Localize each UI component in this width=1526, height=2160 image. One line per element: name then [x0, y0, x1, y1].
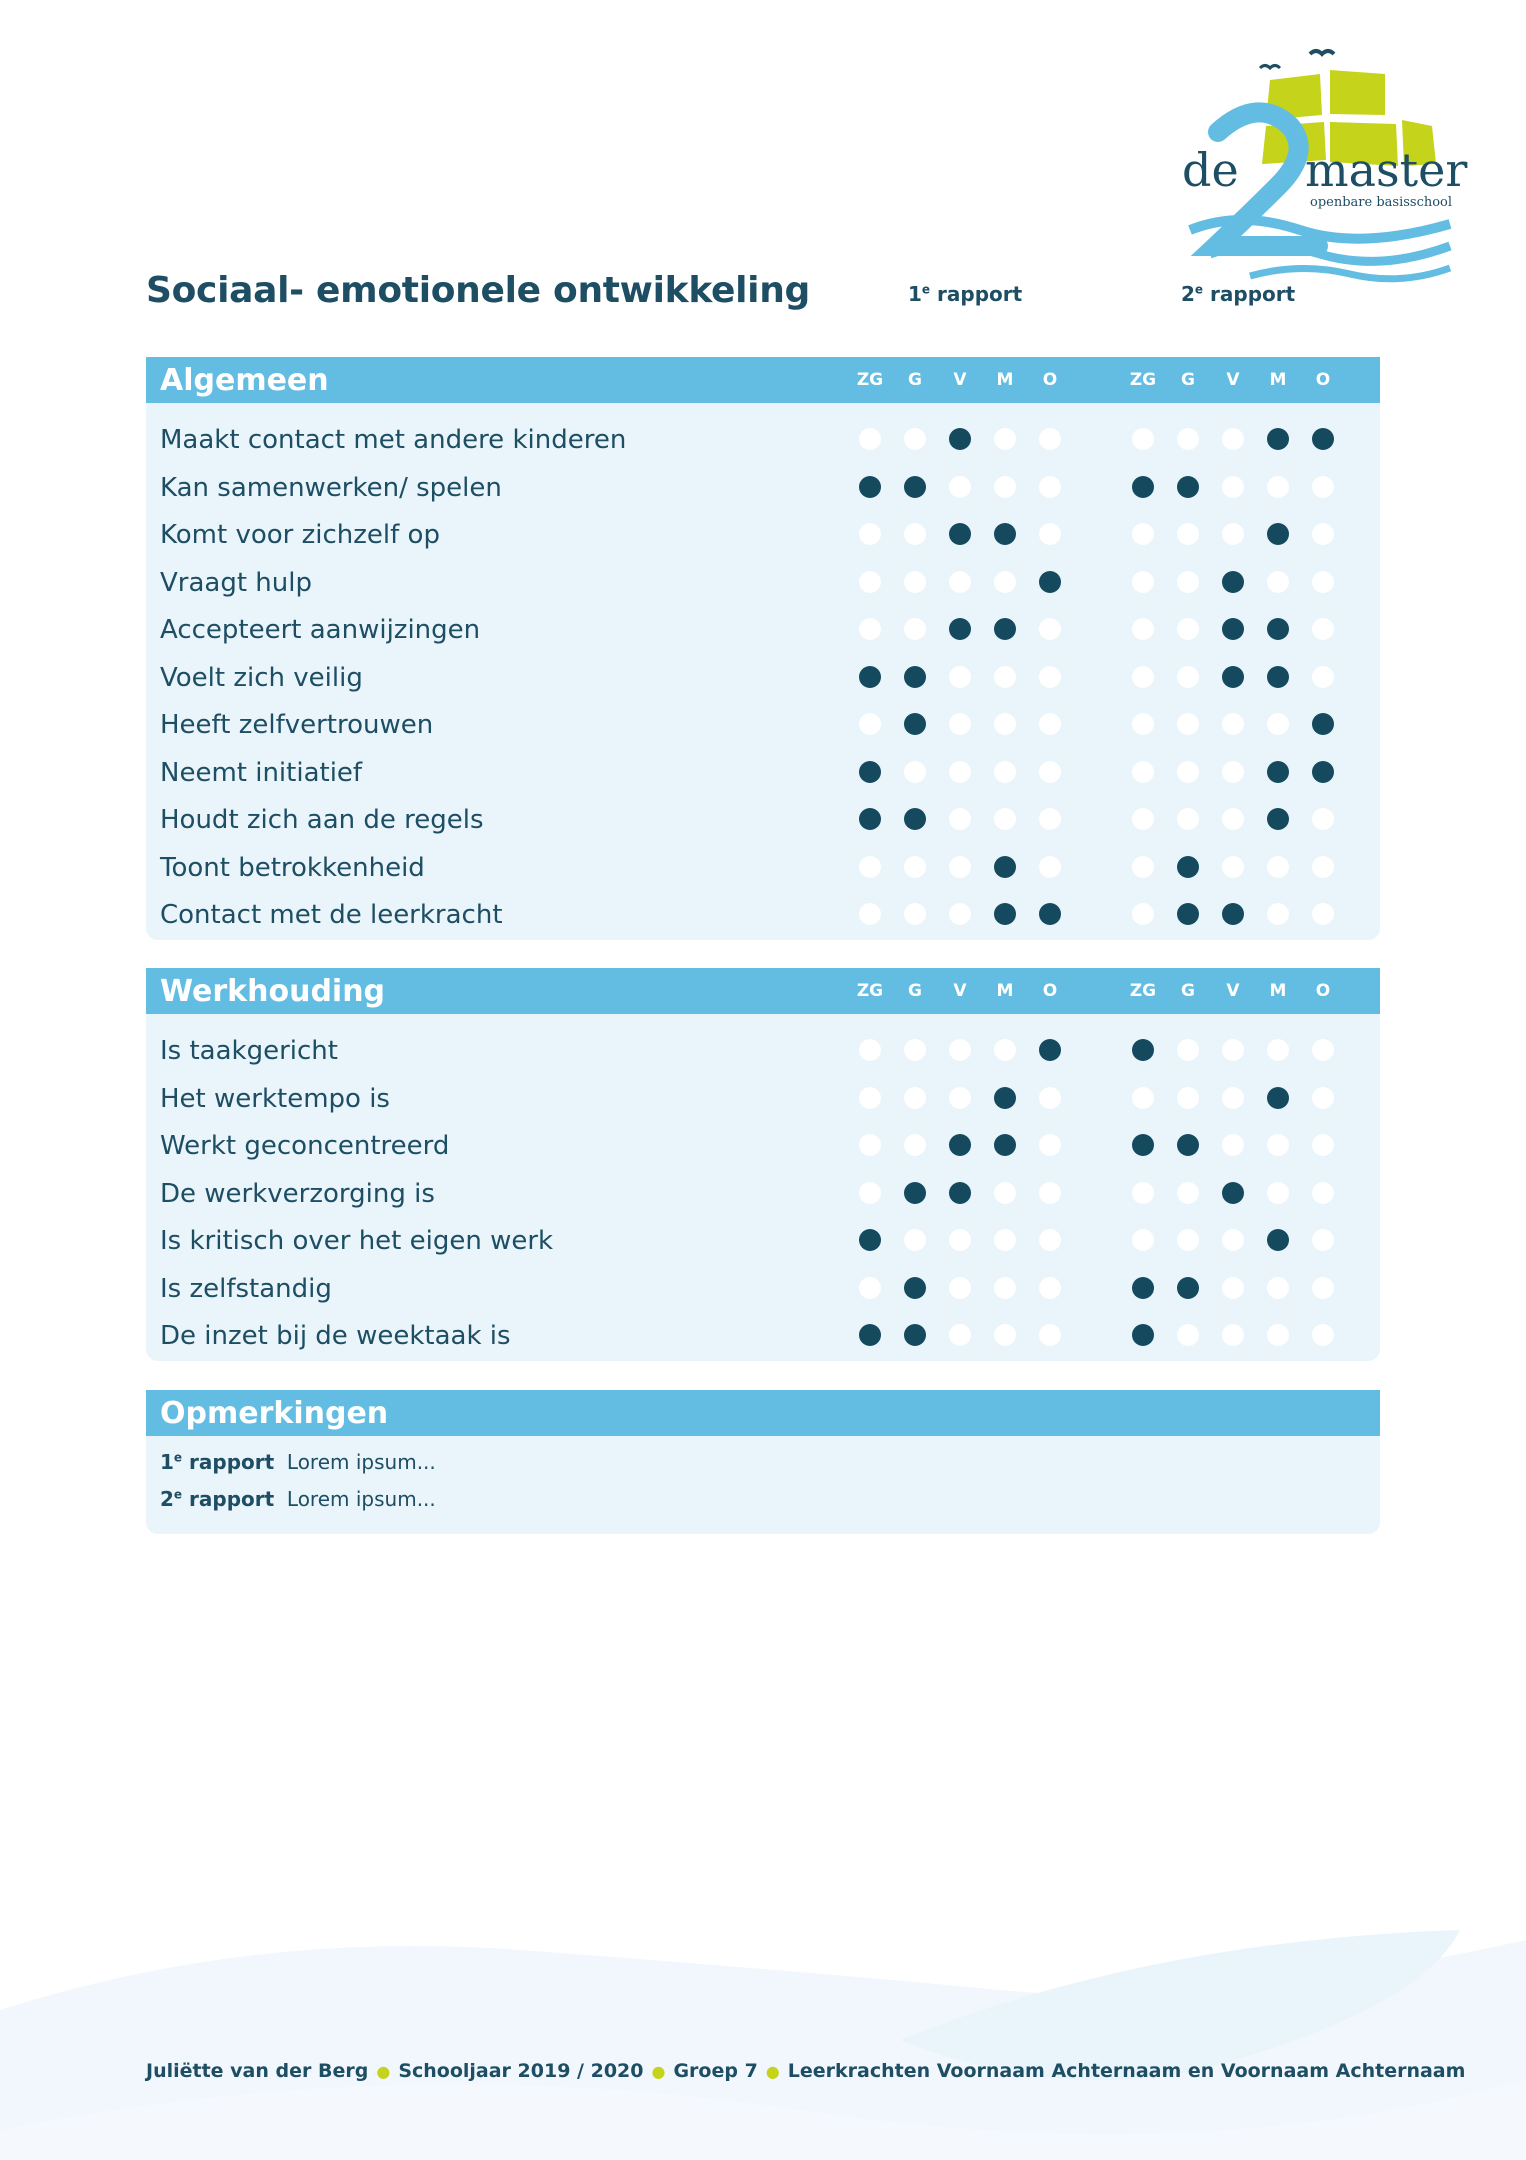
rating-dot-r2-zg — [1132, 1134, 1154, 1156]
rating-dot-r1-v — [949, 903, 971, 925]
rating-row — [146, 1121, 1380, 1169]
rating-dot-r1-o — [1039, 1324, 1061, 1346]
row-label: Accepteert aanwijzingen — [160, 615, 481, 645]
rating-dot-r2-m — [1267, 713, 1289, 735]
rating-dot-r1-v — [949, 618, 971, 640]
rating-dot-r1-m — [994, 571, 1016, 593]
rating-dot-r2-v — [1222, 618, 1244, 640]
rating-dot-r2-v — [1222, 713, 1244, 735]
row-label: Is zelfstandig — [160, 1273, 332, 1304]
rating-dot-r2-o — [1312, 571, 1334, 593]
rating-row — [146, 415, 1380, 463]
rating-dot-r1-m — [994, 1277, 1016, 1299]
rating-dot-r1-zg — [859, 523, 881, 545]
rating-dot-r2-g — [1177, 903, 1199, 925]
column-header-zg-r2: ZG — [1129, 370, 1157, 390]
rating-dot-r1-o — [1039, 571, 1061, 593]
rating-dot-r2-m — [1267, 1229, 1289, 1251]
rating-dot-r2-g — [1177, 476, 1199, 498]
section-title: Werkhouding — [160, 974, 386, 1009]
rating-row — [146, 558, 1380, 606]
rating-dot-r2-o — [1312, 903, 1334, 925]
rating-dot-r1-g — [904, 571, 926, 593]
rating-dot-r1-o — [1039, 1134, 1061, 1156]
column-header-v-r2: V — [1226, 370, 1240, 390]
column-header-m-r1: M — [996, 370, 1014, 390]
rating-dot-r2-g — [1177, 856, 1199, 878]
column-header-o-r2: O — [1315, 981, 1331, 1001]
rating-dot-r1-o — [1039, 523, 1061, 545]
rating-dot-r2-zg — [1132, 856, 1154, 878]
rating-row — [146, 1216, 1380, 1264]
rating-dot-r1-g — [904, 1229, 926, 1251]
logo-graphic — [1170, 40, 1470, 290]
rating-dot-r1-zg — [859, 1277, 881, 1299]
rating-dot-r2-g — [1177, 1134, 1199, 1156]
rating-dot-r2-g — [1177, 428, 1199, 450]
rating-dot-r1-g — [904, 1134, 926, 1156]
rating-dot-r2-g — [1177, 1229, 1199, 1251]
rating-dot-r2-m — [1267, 1182, 1289, 1204]
section-header — [146, 968, 1380, 1014]
rating-dot-r1-m — [994, 1039, 1016, 1061]
rating-dot-r1-o — [1039, 1229, 1061, 1251]
section-title: Opmerkingen — [160, 1396, 389, 1431]
footer-student: Juliëtte van der Berg — [146, 2060, 369, 2082]
rating-row — [146, 1026, 1380, 1074]
rating-dot-r1-m — [994, 856, 1016, 878]
column-header-m-r1: M — [996, 981, 1014, 1001]
rating-dot-r2-zg — [1132, 476, 1154, 498]
rating-dot-r1-o — [1039, 713, 1061, 735]
rating-dot-r1-zg — [859, 1324, 881, 1346]
rating-dot-r1-m — [994, 1182, 1016, 1204]
rapport1-label: 1e rapport — [908, 282, 1023, 306]
rating-dot-r1-m — [994, 761, 1016, 783]
footer-schooljaar: Schooljaar 2019 / 2020 — [398, 2060, 644, 2082]
row-label: Is kritisch over het eigen werk — [160, 1226, 554, 1256]
rating-dot-r2-v — [1222, 666, 1244, 688]
rating-dot-r1-v — [949, 476, 971, 498]
rating-dot-r2-g — [1177, 1087, 1199, 1109]
rating-dot-r2-zg — [1132, 666, 1154, 688]
rating-row — [146, 1311, 1380, 1359]
rating-dot-r2-v — [1222, 903, 1244, 925]
rating-dot-r1-zg — [859, 1039, 881, 1061]
rating-dot-r2-v — [1222, 856, 1244, 878]
rating-row — [146, 890, 1380, 938]
rating-dot-r2-zg — [1132, 1229, 1154, 1251]
column-header-v-r2: V — [1226, 981, 1240, 1001]
rating-dot-r2-g — [1177, 523, 1199, 545]
row-label: Voelt zich veilig — [160, 662, 363, 693]
rating-dot-r2-m — [1267, 618, 1289, 640]
rating-dot-r1-zg — [859, 666, 881, 688]
rating-dot-r2-o — [1312, 618, 1334, 640]
rating-dot-r1-m — [994, 618, 1016, 640]
rating-dot-r2-g — [1177, 571, 1199, 593]
rating-dot-r2-m — [1267, 808, 1289, 830]
opmerking-rapport2: 2e rapport Lorem ipsum... — [160, 1487, 436, 1511]
rating-dot-r1-zg — [859, 713, 881, 735]
rating-dot-r2-g — [1177, 618, 1199, 640]
rating-dot-r1-g — [904, 856, 926, 878]
row-label: Neemt initiatief — [160, 757, 363, 788]
rating-dot-r2-zg — [1132, 1324, 1154, 1346]
rating-dot-r1-zg — [859, 903, 881, 925]
rating-dot-r1-m — [994, 1134, 1016, 1156]
section-title: Algemeen — [160, 363, 329, 398]
rating-dot-r1-g — [904, 618, 926, 640]
rating-dot-r1-v — [949, 808, 971, 830]
rating-dot-r2-o — [1312, 1039, 1334, 1061]
rating-dot-r2-g — [1177, 1182, 1199, 1204]
rating-dot-r1-zg — [859, 476, 881, 498]
rating-row — [146, 748, 1380, 796]
rating-row — [146, 795, 1380, 843]
rating-dot-r1-v — [949, 1134, 971, 1156]
rating-dot-r1-o — [1039, 761, 1061, 783]
rating-row — [146, 700, 1380, 748]
rating-dot-r1-o — [1039, 808, 1061, 830]
rating-dot-r2-o — [1312, 1277, 1334, 1299]
rating-dot-r1-m — [994, 666, 1016, 688]
rating-dot-r1-zg — [859, 856, 881, 878]
rating-dot-r1-g — [904, 1277, 926, 1299]
opmerking-rapport1: 1e rapport Lorem ipsum... — [160, 1450, 436, 1474]
section-algemeen — [146, 357, 1380, 940]
rating-dot-r2-m — [1267, 856, 1289, 878]
rating-row — [146, 1264, 1380, 1312]
rating-dot-r2-m — [1267, 1277, 1289, 1299]
rating-dot-r2-zg — [1132, 903, 1154, 925]
row-label: Is taakgericht — [160, 1036, 338, 1066]
rating-row — [146, 1074, 1380, 1122]
column-header-m-r2: M — [1269, 370, 1287, 390]
rating-dot-r1-o — [1039, 1039, 1061, 1061]
page-footer: Juliëtte van der Berg ● Schooljaar 2019 / 2020 ● Groep 7 ● Leerkrachten Voornaam Achternaam en Voornaam Achternaam — [146, 2060, 1466, 2082]
svg-text:master: master — [1305, 143, 1468, 197]
rating-dot-r2-o — [1312, 856, 1334, 878]
rating-dot-r2-o — [1312, 713, 1334, 735]
rating-dot-r2-v — [1222, 571, 1244, 593]
rating-dot-r1-m — [994, 713, 1016, 735]
column-header-v-r1: V — [953, 370, 967, 390]
rating-dot-r2-o — [1312, 1087, 1334, 1109]
row-label: Houdt zich aan de regels — [160, 805, 484, 835]
rating-dot-r2-o — [1312, 1324, 1334, 1346]
rating-dot-r2-o — [1312, 476, 1334, 498]
section-header — [146, 357, 1380, 403]
rating-dot-r1-g — [904, 808, 926, 830]
column-header-o-r1: O — [1042, 370, 1058, 390]
rating-dot-r2-o — [1312, 1229, 1334, 1251]
section-werkhouding — [146, 968, 1380, 1361]
rating-dot-r1-o — [1039, 618, 1061, 640]
rating-dot-r1-zg — [859, 808, 881, 830]
rating-dot-r2-v — [1222, 808, 1244, 830]
rating-dot-r1-o — [1039, 1277, 1061, 1299]
rating-dot-r1-g — [904, 903, 926, 925]
rating-dot-r2-o — [1312, 523, 1334, 545]
section-header — [146, 1390, 1380, 1436]
rating-dot-r2-zg — [1132, 1039, 1154, 1061]
row-label: Maakt contact met andere kinderen — [160, 425, 627, 455]
rating-dot-r1-g — [904, 1182, 926, 1204]
rating-dot-r2-zg — [1132, 808, 1154, 830]
rating-dot-r1-g — [904, 523, 926, 545]
rating-dot-r2-zg — [1132, 428, 1154, 450]
rating-dot-r1-v — [949, 856, 971, 878]
rating-dot-r2-v — [1222, 1087, 1244, 1109]
rating-dot-r2-zg — [1132, 1277, 1154, 1299]
rating-row — [146, 843, 1380, 891]
rating-dot-r1-o — [1039, 903, 1061, 925]
row-label: De inzet bij de weektaak is — [160, 1321, 511, 1351]
column-header-g-r1: G — [908, 981, 922, 1001]
rating-dot-r2-m — [1267, 476, 1289, 498]
rating-dot-r2-m — [1267, 903, 1289, 925]
rating-dot-r1-zg — [859, 571, 881, 593]
rating-dot-r1-zg — [859, 618, 881, 640]
rating-dot-r1-g — [904, 428, 926, 450]
rating-dot-r1-zg — [859, 1087, 881, 1109]
rating-dot-r2-g — [1177, 666, 1199, 688]
rating-dot-r1-v — [949, 523, 971, 545]
rating-dot-r2-o — [1312, 1182, 1334, 1204]
row-label: Heeft zelfvertrouwen — [160, 710, 434, 740]
rating-dot-r1-o — [1039, 428, 1061, 450]
rating-dot-r1-v — [949, 761, 971, 783]
rating-dot-r2-v — [1222, 1134, 1244, 1156]
column-header-m-r2: M — [1269, 981, 1287, 1001]
rating-dot-r1-v — [949, 428, 971, 450]
rating-dot-r1-v — [949, 1277, 971, 1299]
column-header-o-r2: O — [1315, 370, 1331, 390]
rating-dot-r1-o — [1039, 1182, 1061, 1204]
column-header-g-r2: G — [1181, 981, 1195, 1001]
rating-dot-r2-v — [1222, 476, 1244, 498]
rating-dot-r2-m — [1267, 666, 1289, 688]
rating-dot-r1-g — [904, 761, 926, 783]
rating-dot-r2-g — [1177, 761, 1199, 783]
rating-dot-r1-v — [949, 713, 971, 735]
rating-dot-r1-m — [994, 1087, 1016, 1109]
rating-dot-r2-g — [1177, 1039, 1199, 1061]
rating-dot-r1-m — [994, 523, 1016, 545]
rating-dot-r1-m — [994, 476, 1016, 498]
rating-dot-r2-v — [1222, 428, 1244, 450]
rating-dot-r1-g — [904, 1039, 926, 1061]
column-header-g-r2: G — [1181, 370, 1195, 390]
rating-dot-r2-o — [1312, 428, 1334, 450]
rating-dot-r2-g — [1177, 713, 1199, 735]
rating-row — [146, 605, 1380, 653]
rating-dot-r2-g — [1177, 808, 1199, 830]
rating-dot-r2-m — [1267, 428, 1289, 450]
rating-dot-r2-v — [1222, 523, 1244, 545]
rating-dot-r1-v — [949, 1324, 971, 1346]
svg-text:openbare basisschool: openbare basisschool — [1310, 195, 1453, 210]
svg-text:de: de — [1182, 143, 1239, 197]
rating-row — [146, 653, 1380, 701]
rating-dot-r1-v — [949, 571, 971, 593]
rating-dot-r2-g — [1177, 1324, 1199, 1346]
rating-dot-r1-g — [904, 713, 926, 735]
section-opmerkingen — [146, 1390, 1380, 1534]
rating-dot-r2-zg — [1132, 523, 1154, 545]
rating-dot-r1-o — [1039, 666, 1061, 688]
rating-rows — [146, 403, 1380, 938]
rating-dot-r1-zg — [859, 428, 881, 450]
rating-dot-r1-v — [949, 1087, 971, 1109]
rating-dot-r2-o — [1312, 1134, 1334, 1156]
rating-dot-r1-m — [994, 1229, 1016, 1251]
rating-dot-r1-m — [994, 808, 1016, 830]
rating-dot-r2-v — [1222, 761, 1244, 783]
rating-dot-r2-o — [1312, 666, 1334, 688]
row-label: Vraagt hulp — [160, 567, 312, 598]
footer-groep: Groep 7 — [673, 2060, 758, 2082]
rating-dot-r2-m — [1267, 1087, 1289, 1109]
rating-dot-r2-zg — [1132, 1087, 1154, 1109]
rating-dot-r2-v — [1222, 1277, 1244, 1299]
rating-dot-r2-g — [1177, 1277, 1199, 1299]
rating-dot-r1-zg — [859, 1182, 881, 1204]
rating-dot-r2-m — [1267, 523, 1289, 545]
rating-dot-r2-zg — [1132, 571, 1154, 593]
rating-dot-r1-m — [994, 1324, 1016, 1346]
row-label: De werkverzorging is — [160, 1178, 435, 1209]
rating-dot-r2-v — [1222, 1182, 1244, 1204]
rating-dot-r2-zg — [1132, 618, 1154, 640]
rating-dot-r2-m — [1267, 1039, 1289, 1061]
rating-dot-r1-o — [1039, 856, 1061, 878]
rating-rows — [146, 1014, 1380, 1359]
rating-dot-r2-zg — [1132, 1182, 1154, 1204]
rating-dot-r1-v — [949, 1039, 971, 1061]
rating-dot-r2-zg — [1132, 761, 1154, 783]
column-header-v-r1: V — [953, 981, 967, 1001]
column-header-zg-r2: ZG — [1129, 981, 1157, 1001]
rating-dot-r2-o — [1312, 761, 1334, 783]
footer-leerkrachten: Leerkrachten Voornaam Achternaam en Voornaam Achternaam — [787, 2060, 1466, 2082]
rating-dot-r2-zg — [1132, 713, 1154, 735]
rating-dot-r2-v — [1222, 1324, 1244, 1346]
rating-dot-r1-zg — [859, 1229, 881, 1251]
rating-row — [146, 463, 1380, 511]
rating-dot-r1-v — [949, 1229, 971, 1251]
column-header-zg-r1: ZG — [856, 370, 884, 390]
rating-dot-r1-o — [1039, 1087, 1061, 1109]
column-header-g-r1: G — [908, 370, 922, 390]
school-logo — [1170, 40, 1470, 290]
rating-row — [146, 510, 1380, 558]
rating-dot-r1-zg — [859, 1134, 881, 1156]
rating-dot-r2-o — [1312, 808, 1334, 830]
rating-row — [146, 1169, 1380, 1217]
rating-dot-r1-m — [994, 428, 1016, 450]
rating-dot-r1-m — [994, 903, 1016, 925]
rating-dot-r1-g — [904, 476, 926, 498]
rating-dot-r1-zg — [859, 761, 881, 783]
rating-dot-r1-o — [1039, 476, 1061, 498]
row-label: Toont betrokkenheid — [160, 852, 425, 883]
rating-dot-r2-v — [1222, 1229, 1244, 1251]
rating-dot-r2-m — [1267, 1134, 1289, 1156]
rating-dot-r1-g — [904, 1087, 926, 1109]
rating-dot-r2-m — [1267, 761, 1289, 783]
row-label: Komt voor zichzelf op — [160, 520, 440, 550]
row-label: Het werktempo is — [160, 1083, 390, 1114]
rating-dot-r2-m — [1267, 571, 1289, 593]
rating-dot-r1-v — [949, 666, 971, 688]
rapport2-label: 2e rapport — [1181, 282, 1296, 306]
column-header-o-r1: O — [1042, 981, 1058, 1001]
rating-dot-r1-g — [904, 666, 926, 688]
rating-dot-r1-g — [904, 1324, 926, 1346]
rating-dot-r2-v — [1222, 1039, 1244, 1061]
rating-dot-r2-m — [1267, 1324, 1289, 1346]
page-title: Sociaal- emotionele ontwikkeling — [146, 270, 810, 311]
column-header-zg-r1: ZG — [856, 981, 884, 1001]
row-label: Kan samenwerken/ spelen — [160, 472, 502, 503]
rating-dot-r1-v — [949, 1182, 971, 1204]
row-label: Werkt geconcentreerd — [160, 1131, 450, 1161]
row-label: Contact met de leerkracht — [160, 900, 503, 930]
background-waves — [0, 1880, 1526, 2160]
